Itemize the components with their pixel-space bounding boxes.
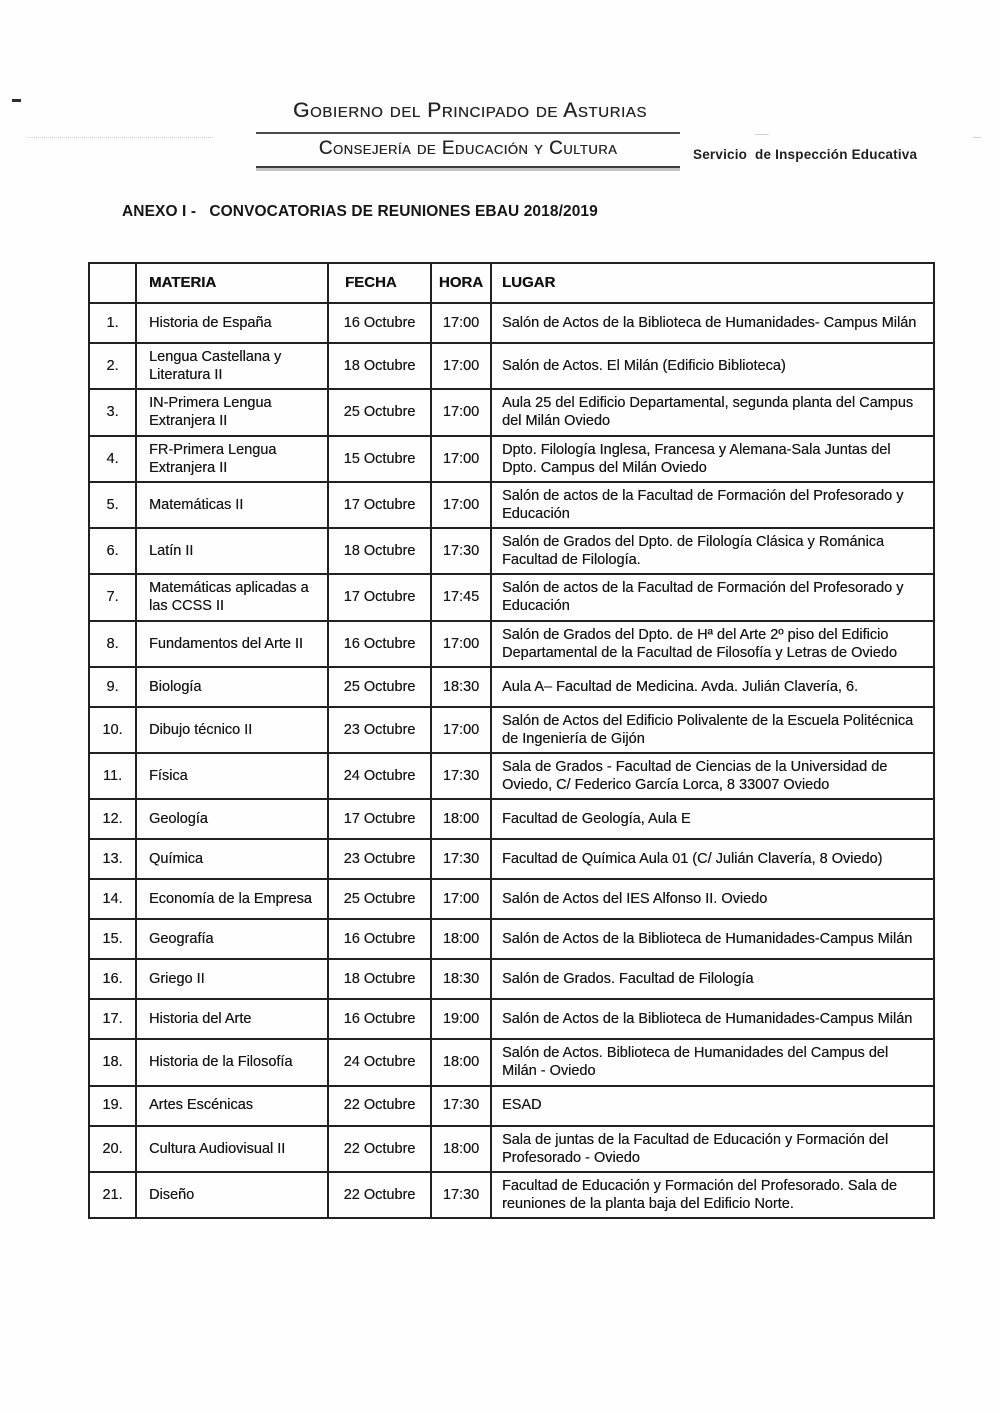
table-row bbox=[89, 303, 934, 343]
row-hora-cell: 17:00 bbox=[431, 343, 491, 389]
row-fecha-cell: 18 Octubre bbox=[328, 343, 431, 389]
row-materia-cell: Biología bbox=[136, 667, 328, 707]
row-number-cell: 6. bbox=[89, 528, 136, 574]
row-lugar-cell: Salón de Actos de la Biblioteca de Humanidades-Campus Milán bbox=[491, 919, 934, 959]
row-number-cell: 18. bbox=[89, 1039, 136, 1085]
document-title: ANEXO I - CONVOCATORIAS DE REUNIONES EBAU 2018/2019 bbox=[122, 203, 598, 220]
row-hora-cell: 17:30 bbox=[431, 528, 491, 574]
row-fecha-cell: 24 Octubre bbox=[328, 753, 431, 799]
table-row bbox=[89, 389, 934, 435]
row-number-cell: 16. bbox=[89, 959, 136, 999]
row-lugar-cell: Salón de Actos. Biblioteca de Humanidades del Campus del Milán - Oviedo bbox=[491, 1039, 934, 1085]
meetings-table bbox=[88, 262, 935, 1219]
column-header-materia: MATERIA bbox=[136, 263, 328, 303]
row-fecha-cell: 22 Octubre bbox=[328, 1126, 431, 1172]
table-row bbox=[89, 919, 934, 959]
column-header-fecha: FECHA bbox=[328, 263, 431, 303]
row-materia-cell: Economía de la Empresa bbox=[136, 879, 328, 919]
table-row bbox=[89, 999, 934, 1039]
row-lugar-cell: Salón de Grados del Dpto. de Filología Clásica y Románica Facultad de Filología. bbox=[491, 528, 934, 574]
table-row bbox=[89, 621, 934, 667]
table-row bbox=[89, 343, 934, 389]
row-materia-cell: Historia de España bbox=[136, 303, 328, 343]
row-number-cell: 9. bbox=[89, 667, 136, 707]
row-hora-cell: 17:30 bbox=[431, 1086, 491, 1126]
row-materia-cell: Cultura Audiovisual II bbox=[136, 1126, 328, 1172]
table-header-row bbox=[89, 263, 934, 303]
scan-artifact-dash bbox=[12, 99, 21, 102]
scan-artifact-speck bbox=[755, 134, 769, 135]
row-fecha-cell: 15 Octubre bbox=[328, 436, 431, 482]
row-hora-cell: 17:30 bbox=[431, 1172, 491, 1218]
table-row bbox=[89, 574, 934, 620]
row-hora-cell: 17:00 bbox=[431, 303, 491, 343]
row-fecha-cell: 16 Octubre bbox=[328, 919, 431, 959]
table-row bbox=[89, 1086, 934, 1126]
row-lugar-cell: Facultad de Geología, Aula E bbox=[491, 799, 934, 839]
row-number-cell: 15. bbox=[89, 919, 136, 959]
row-lugar-cell: Salón de Actos. El Milán (Edificio Biblioteca) bbox=[491, 343, 934, 389]
table-row bbox=[89, 1172, 934, 1218]
row-materia-cell: Fundamentos del Arte II bbox=[136, 621, 328, 667]
table-row bbox=[89, 707, 934, 753]
row-hora-cell: 17:00 bbox=[431, 436, 491, 482]
row-hora-cell: 17:45 bbox=[431, 574, 491, 620]
scan-artifact-speck bbox=[973, 137, 981, 138]
row-hora-cell: 17:00 bbox=[431, 389, 491, 435]
row-lugar-cell: Salón de Grados. Facultad de Filología bbox=[491, 959, 934, 999]
row-hora-cell: 17:00 bbox=[431, 482, 491, 528]
row-hora-cell: 17:00 bbox=[431, 879, 491, 919]
row-lugar-cell: Aula 25 del Edificio Departamental, segunda planta del Campus del Milán Oviedo bbox=[491, 389, 934, 435]
row-number-cell: 17. bbox=[89, 999, 136, 1039]
row-hora-cell: 18:30 bbox=[431, 667, 491, 707]
row-lugar-cell: Sala de juntas de la Facultad de Educación y Formación del Profesorado - Oviedo bbox=[491, 1126, 934, 1172]
row-number-cell: 19. bbox=[89, 1086, 136, 1126]
row-lugar-cell: Salón de Actos de la Biblioteca de Humanidades- Campus Milán bbox=[491, 303, 934, 343]
row-number-cell: 14. bbox=[89, 879, 136, 919]
row-hora-cell: 18:00 bbox=[431, 1126, 491, 1172]
table-row bbox=[89, 1126, 934, 1172]
row-lugar-cell: ESAD bbox=[491, 1086, 934, 1126]
row-materia-cell: Griego II bbox=[136, 959, 328, 999]
row-fecha-cell: 22 Octubre bbox=[328, 1172, 431, 1218]
column-header-num bbox=[89, 263, 136, 303]
row-lugar-cell: Salón de actos de la Facultad de Formación del Profesorado y Educación bbox=[491, 574, 934, 620]
row-number-cell: 10. bbox=[89, 707, 136, 753]
table-row bbox=[89, 753, 934, 799]
row-materia-cell: Historia del Arte bbox=[136, 999, 328, 1039]
row-number-cell: 21. bbox=[89, 1172, 136, 1218]
row-hora-cell: 17:30 bbox=[431, 753, 491, 799]
row-fecha-cell: 17 Octubre bbox=[328, 482, 431, 528]
government-name: Gobierno del Principado de Asturias bbox=[293, 99, 647, 122]
row-fecha-cell: 25 Octubre bbox=[328, 667, 431, 707]
row-fecha-cell: 17 Octubre bbox=[328, 799, 431, 839]
row-lugar-cell: Aula A– Facultad de Medicina. Avda. Julián Clavería, 6. bbox=[491, 667, 934, 707]
row-number-cell: 13. bbox=[89, 839, 136, 879]
row-hora-cell: 17:30 bbox=[431, 839, 491, 879]
row-number-cell: 3. bbox=[89, 389, 136, 435]
row-lugar-cell: Salón de Actos del IES Alfonso II. Oviedo bbox=[491, 879, 934, 919]
row-materia-cell: Química bbox=[136, 839, 328, 879]
scan-artifact-dots bbox=[28, 137, 213, 138]
row-lugar-cell: Facultad de Química Aula 01 (C/ Julián Clavería, 8 Oviedo) bbox=[491, 839, 934, 879]
row-materia-cell: IN-Primera Lengua Extranjera II bbox=[136, 389, 328, 435]
row-materia-cell: Geografía bbox=[136, 919, 328, 959]
table-row bbox=[89, 1039, 934, 1085]
row-materia-cell: FR-Primera Lengua Extranjera II bbox=[136, 436, 328, 482]
column-header-hora: HORA bbox=[431, 263, 491, 303]
row-number-cell: 12. bbox=[89, 799, 136, 839]
row-hora-cell: 18:00 bbox=[431, 799, 491, 839]
row-fecha-cell: 16 Octubre bbox=[328, 621, 431, 667]
row-hora-cell: 19:00 bbox=[431, 999, 491, 1039]
table-row bbox=[89, 799, 934, 839]
row-hora-cell: 18:30 bbox=[431, 959, 491, 999]
row-number-cell: 11. bbox=[89, 753, 136, 799]
row-fecha-cell: 17 Octubre bbox=[328, 574, 431, 620]
table-row bbox=[89, 667, 934, 707]
table-row bbox=[89, 959, 934, 999]
column-header-lugar: LUGAR bbox=[491, 263, 934, 303]
row-number-cell: 4. bbox=[89, 436, 136, 482]
row-fecha-cell: 23 Octubre bbox=[328, 839, 431, 879]
row-materia-cell: Historia de la Filosofía bbox=[136, 1039, 328, 1085]
row-number-cell: 20. bbox=[89, 1126, 136, 1172]
table-row bbox=[89, 839, 934, 879]
row-hora-cell: 17:00 bbox=[431, 621, 491, 667]
row-number-cell: 7. bbox=[89, 574, 136, 620]
row-fecha-cell: 25 Octubre bbox=[328, 389, 431, 435]
row-hora-cell: 17:00 bbox=[431, 707, 491, 753]
table-row bbox=[89, 436, 934, 482]
row-fecha-cell: 25 Octubre bbox=[328, 879, 431, 919]
row-number-cell: 5. bbox=[89, 482, 136, 528]
row-materia-cell: Lengua Castellana y Literatura II bbox=[136, 343, 328, 389]
row-materia-cell: Diseño bbox=[136, 1172, 328, 1218]
row-materia-cell: Geología bbox=[136, 799, 328, 839]
row-hora-cell: 18:00 bbox=[431, 919, 491, 959]
row-number-cell: 2. bbox=[89, 343, 136, 389]
row-fecha-cell: 16 Octubre bbox=[328, 999, 431, 1039]
row-fecha-cell: 18 Octubre bbox=[328, 959, 431, 999]
row-lugar-cell: Salón de Actos de la Biblioteca de Humanidades-Campus Milán bbox=[491, 999, 934, 1039]
row-fecha-cell: 24 Octubre bbox=[328, 1039, 431, 1085]
row-lugar-cell: Sala de Grados - Facultad de Ciencias de la Universidad de Oviedo, C/ Federico García Lorca, 8 33007 Oviedo bbox=[491, 753, 934, 799]
row-number-cell: 8. bbox=[89, 621, 136, 667]
row-hora-cell: 18:00 bbox=[431, 1039, 491, 1085]
row-materia-cell: Latín II bbox=[136, 528, 328, 574]
row-lugar-cell: Salón de Actos del Edificio Polivalente de la Escuela Politécnica de Ingeniería de Gijón bbox=[491, 707, 934, 753]
row-lugar-cell: Dpto. Filología Inglesa, Francesa y Alemana-Sala Juntas del Dpto. Campus del Milán Oviedo bbox=[491, 436, 934, 482]
table-row bbox=[89, 879, 934, 919]
row-materia-cell: Física bbox=[136, 753, 328, 799]
row-materia-cell: Dibujo técnico II bbox=[136, 707, 328, 753]
row-materia-cell: Matemáticas II bbox=[136, 482, 328, 528]
row-materia-cell: Artes Escénicas bbox=[136, 1086, 328, 1126]
row-lugar-cell: Salón de actos de la Facultad de Formación del Profesorado y Educación bbox=[491, 482, 934, 528]
service-name: Servicio de Inspección Educativa bbox=[693, 147, 918, 162]
row-lugar-cell: Facultad de Educación y Formación del Profesorado. Sala de reuniones de la planta baja del Edificio Norte. bbox=[491, 1172, 934, 1218]
row-fecha-cell: 22 Octubre bbox=[328, 1086, 431, 1126]
table-body bbox=[89, 303, 934, 1218]
row-fecha-cell: 23 Octubre bbox=[328, 707, 431, 753]
row-materia-cell: Matemáticas aplicadas a las CCSS II bbox=[136, 574, 328, 620]
table-row bbox=[89, 482, 934, 528]
row-lugar-cell: Salón de Grados del Dpto. de Hª del Arte 2º piso del Edificio Departamental de la Facultad de Filosofía y Letras de Oviedo bbox=[491, 621, 934, 667]
row-number-cell: 1. bbox=[89, 303, 136, 343]
department-name: Consejería de Educación y Cultura bbox=[256, 132, 680, 168]
row-fecha-cell: 16 Octubre bbox=[328, 303, 431, 343]
table-row bbox=[89, 528, 934, 574]
row-fecha-cell: 18 Octubre bbox=[328, 528, 431, 574]
